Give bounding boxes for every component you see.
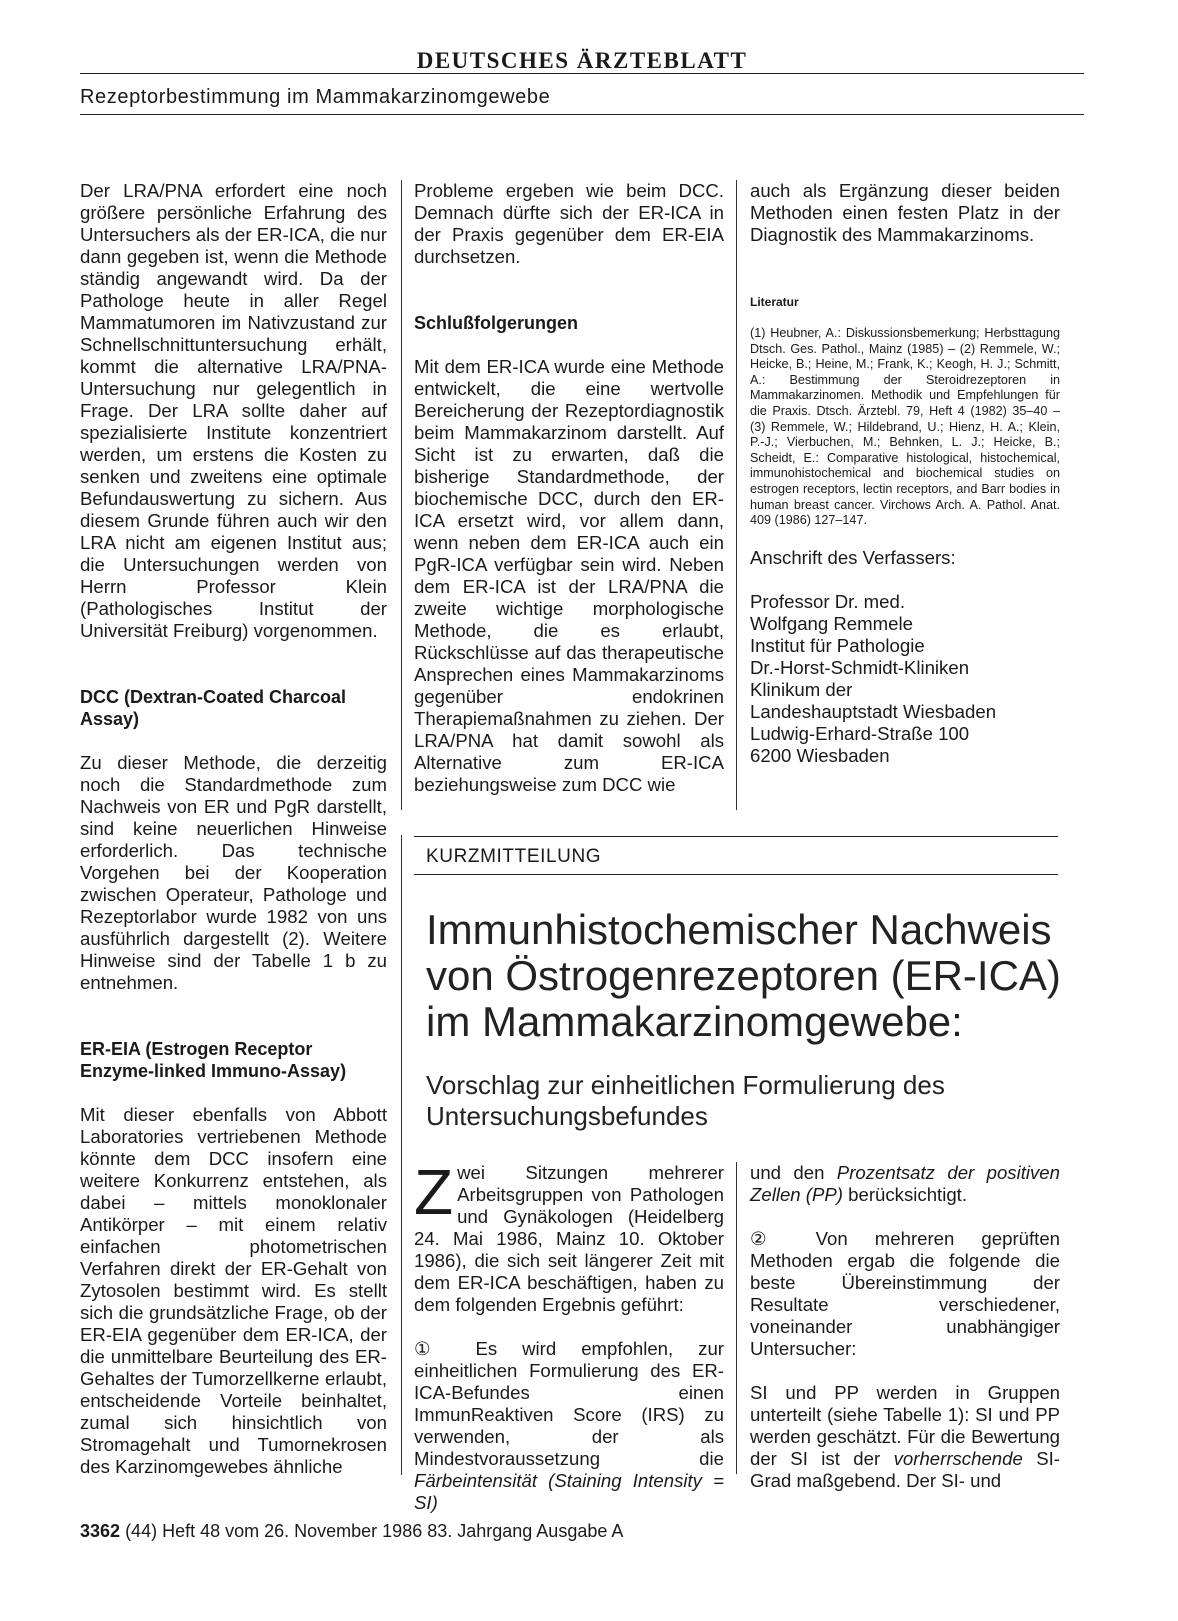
address-line: 6200 Wiesbaden: [750, 744, 890, 766]
issue-info: (44) Heft 48 vom 26. November 1986 83. Jahrgang Ausgabe A: [125, 1521, 624, 1541]
article-title: Immunhistochemischer Nachweis von Östrogenrezeptoren (ER-ICA) im Mammakarzinomgewebe:: [426, 906, 1061, 1045]
article-left-column: [414, 1156, 724, 1514]
col2-paragraph-2: Mit dem ER-ICA wurde eine Methode entwickelt, die eine wertvolle Bereicherung der Rezeptordiagnostik beim Mammakarzinom darstellt. Auf Sicht ist zu erwarten, daß die bisherige Standardmethode, der biochemische DCC, durch den ER-ICA ersetzt wird, vor allem dann, wenn neben dem ER-ICA auch ein PgR-ICA verfügbar sein wird. Neben dem ER-ICA ist der LRA/PNA die zweite wichtige morphologische Methode, die es erlaubt, Rückschlüsse auf das therapeutische Ansprechen eines Mammakarzinoms gegenüber endokrinen Therapiemaßnahmen zu ziehen. Der LRA/PNA hat damit sowohl als Alternative zum ER-ICA beziehungsweise zum DCC wie: [414, 356, 724, 795]
address-line: Landeshauptstadt Wiesbaden: [750, 700, 997, 722]
col2-paragraph-1: Probleme ergeben wie beim DCC. Demnach dürfte sich der ER-ICA in der Praxis gegenüber dem ER-EIA durchsetzen.: [414, 180, 724, 267]
address-line: Professor Dr. med.: [750, 590, 905, 612]
column-divider-2: [736, 180, 737, 810]
page-number: 3362: [80, 1521, 121, 1541]
column-divider-1: [401, 180, 402, 810]
kicker-kurzmitteilung: KURZMITTEILUNG: [426, 846, 602, 867]
masthead-rule: [80, 73, 1084, 74]
article-right-paragraph-1: und den Prozentsatz der positiven Zellen (PP) berücksichtigt.: [750, 1162, 1060, 1205]
address-line: Ludwig-Erhard-Straße 100: [750, 722, 970, 744]
col1-paragraph-er-eia: Mit dieser ebenfalls von Abbott Laboratories vertriebenen Methode könnte dem DCC insofern eine weitere Konkurrenz entstehen, als dabei – mittels monoklonaler Antikörper – mit einem relativ einfachen photometrischen Verfahren direkt der ER-Gehalt von Zytosolen bestimmt wird. Es stellt sich die grundsätzliche Frage, ob der ER-EIA gegenüber dem ER-ICA, der die unmittelbare Beurteilung des ER-Gehaltes der Tumorzellkerne erlaubt, entscheidende Vorteile beinhaltet, zumal sich hinsichtlich von Stromagehalt und Tumornekrosen des Karzinomgewebes ähnliche: [80, 1104, 387, 1477]
address-line: Wolfgang Remmele: [750, 612, 913, 634]
article-right-paragraph-3: SI und PP werden in Gruppen unterteilt (siehe Tabelle 1): SI und PP werden geschätzt. Für die Bewertung der SI ist der vorherrschende SI-Grad maßgebend. Der SI- und: [750, 1382, 1060, 1491]
journal-masthead: DEUTSCHES ÄRZTEBLATT: [416, 48, 748, 73]
article-divider: [736, 1162, 737, 1474]
page-footer: [80, 1521, 623, 1542]
column-3: [750, 180, 1060, 767]
address-line: Klinikum der: [750, 678, 853, 700]
article-intro: Zwei Sitzungen mehrerer Arbeitsgruppen von Pathologen und Gynäkologen (Heidelberg 24. Mai 1986, Mainz 10. Oktober 1986), die sich seit längerer Zeit mit dem ER-ICA beschäftigen, haben zu dem folgenden Ergebnis geführt:: [414, 1156, 724, 1315]
header-rule: [80, 114, 1084, 115]
column-1: [80, 180, 387, 1478]
heading-er-eia: ER-EIA (Estrogen Receptor Enzyme-linked Immuno-Assay): [80, 1039, 347, 1081]
column-2: [414, 180, 724, 796]
article-point-1: ① Es wird empfohlen, zur einheitlichen Formulierung des ER-ICA-Befundes einen ImmunReaktiven Score (IRS) zu verwenden, der als Mindestvoraussetzung die Färbeintensität (Staining Intensity = SI): [414, 1338, 724, 1513]
section-title: Rezeptorbestimmung im Mammakarzinomgewebe: [80, 86, 551, 108]
kurz-top-rule: [414, 836, 1058, 837]
col1-paragraph-dcc: Zu dieser Methode, die derzeitig noch die Standardmethode zum Nachweis von ER und PgR darstellt, sind keine neuerlichen Hinweise erforderlich. Das technische Vorgehen bei der Kooperation zwischen Operateur, Pathologe und Rezeptorlabor wurde 1982 von uns ausführlich dargestellt (2). Weitere Hinweise sind der Tabelle 1 b zu entnehmen.: [80, 752, 387, 993]
address-line: Dr.-Horst-Schmidt-Kliniken: [750, 656, 970, 678]
address-line: Institut für Pathologie: [750, 634, 925, 656]
literature-heading: Literatur: [750, 295, 799, 309]
address-label: Anschrift des Verfassers:: [750, 546, 956, 568]
heading-dcc: DCC (Dextran-Coated Charcoal Assay): [80, 687, 347, 729]
article-right-column: [750, 1162, 1060, 1492]
col1-paragraph-1: Der LRA/PNA erfordert eine noch größere persönliche Erfahrung des Untersuchers als der ER-ICA, die nur dann gegeben ist, wenn die Methode ständig angewandt wird. Da der Pathologe heute in aller Regel Mammatumoren im Nativzustand zur Schnellschnittuntersuchung erhält, kommt die alternative LRA/PNA-Untersuchung nur gelegentlich in Frage. Der LRA sollte daher auf spezialisierte Institute konzentriert werden, um erstens die Kosten zu senken und zweitens eine optimale Befundauswertung zu sichern. Aus diesem Grunde führen auch wir den LRA nicht am eigenen Institut aus; die Untersuchungen werden von Herrn Professor Klein (Pathologisches Institut der Universität Freiburg) vorgenommen.: [80, 180, 387, 641]
article-point-2: ② Von mehreren geprüften Methoden ergab die folgende die beste Übereinstimmung der Resultate verschiedener, voneinander unabhängiger Untersucher:: [750, 1228, 1060, 1359]
col3-paragraph-1: auch als Ergänzung dieser beiden Methoden einen festen Platz in der Diagnostik des Mammakarzinoms.: [750, 180, 1060, 245]
kurz-bottom-rule: [414, 874, 1058, 875]
drop-cap: Z: [414, 1156, 454, 1228]
heading-schlussfolgerungen: Schlußfolgerungen: [414, 313, 578, 333]
column-divider-lower: [401, 835, 402, 1475]
references: (1) Heubner, A.: Diskussionsbemerkung; Herbsttagung Dtsch. Ges. Pathol., Mainz (1985) – (2) Remmele, W.; Heicke, B.; Heine, M.; Frank, K.; Keogh, H. J.; Schmitt, A.: Bestimmung der Steroidrezeptoren in Mammakarzinomen. Methodik und Empfehlungen für die Praxis. Dtsch. Ärztebl. 79, Heft 4 (1982) 35–40 – (3) Remmele, W.; Hildebrand, U.; Hienz, H. A.; Klein, P.-J.; Vierbuchen, M.; Behnken, L. J.; Heicke, B.; Scheidt, E.: Comparative histological, histochemical, immunohistochemical and biochemical studies on estrogen receptors, lectin receptors, and Barr bodies in human breast cancer. Virchows Arch. A. Pathol. Anat. 409 (1986) 127–147.: [750, 326, 1060, 528]
article-subtitle: Vorschlag zur einheitlichen Formulierung des Untersuchungsbefundes: [426, 1070, 945, 1131]
